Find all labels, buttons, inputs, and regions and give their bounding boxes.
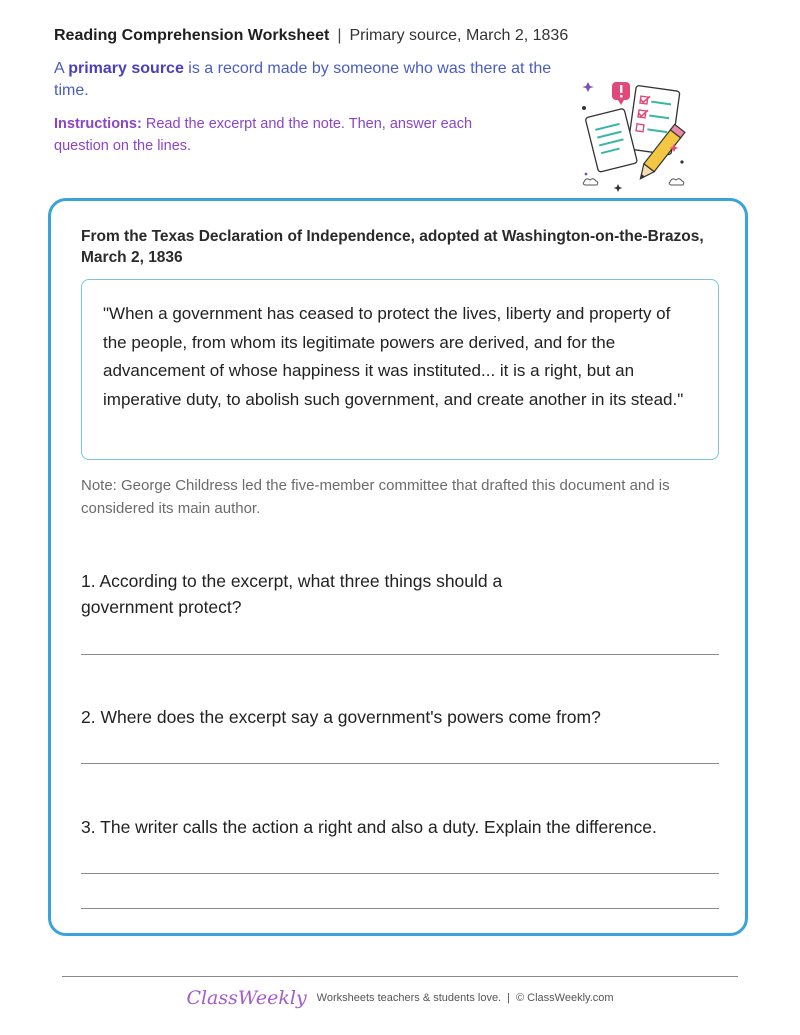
answer-line-2[interactable] bbox=[81, 763, 719, 764]
excerpt-quote: "When a government has ceased to protect the lives, liberty and property of the people, from whom its legitimate powers are derived, and for the advancement of whose happiness it was instituted... it is a right, but an imperative duty, to abolish such government, and create another in its stead." bbox=[103, 304, 684, 409]
primary-source-definition bbox=[54, 58, 564, 102]
question-3: 3. The writer calls the action a right and also a duty. Explain the difference. bbox=[81, 817, 657, 837]
question-2: 2. Where does the excerpt say a government's powers come from? bbox=[81, 707, 601, 727]
worksheet-title: Reading Comprehension Worksheet bbox=[54, 27, 330, 44]
footer-separator: | bbox=[507, 992, 510, 1004]
footer bbox=[0, 987, 800, 1009]
header-separator: | bbox=[337, 27, 342, 44]
excerpt-box bbox=[81, 279, 719, 460]
instructions-text: Read the excerpt and the note. Then, answer each question on the lines. bbox=[54, 116, 473, 154]
worksheet-checklist-pencil-icon bbox=[578, 78, 694, 196]
definition-rest: is a record made by someone who was there at the time. bbox=[54, 60, 552, 99]
instructions-label: Instructions: bbox=[54, 116, 142, 132]
answer-line-3b[interactable] bbox=[81, 908, 719, 909]
worksheet-header bbox=[54, 27, 568, 45]
question-1: 1. According to the excerpt, what three things should a government protect? bbox=[81, 571, 503, 617]
brand-logo: ClassWeekly bbox=[186, 987, 307, 1009]
answer-line-3a[interactable] bbox=[81, 873, 719, 874]
answer-line-1[interactable] bbox=[81, 654, 719, 655]
definition-lead: A bbox=[54, 60, 69, 77]
definition-term: primary source bbox=[68, 60, 184, 77]
footer-divider bbox=[62, 976, 738, 977]
footer-tagline: Worksheets teachers & students love. bbox=[316, 992, 502, 1004]
source-title: From the Texas Declaration of Independence, adopted at Washington-on-the-Brazos, March 2, 1836 bbox=[81, 228, 704, 266]
footer-copyright: © ClassWeekly.com bbox=[515, 992, 614, 1004]
worksheet-subtitle: Primary source, March 2, 1836 bbox=[349, 27, 569, 44]
author-note: Note: George Childress led the five-member committee that drafted this document and is considered its main author. bbox=[81, 477, 670, 517]
instructions bbox=[54, 113, 524, 157]
